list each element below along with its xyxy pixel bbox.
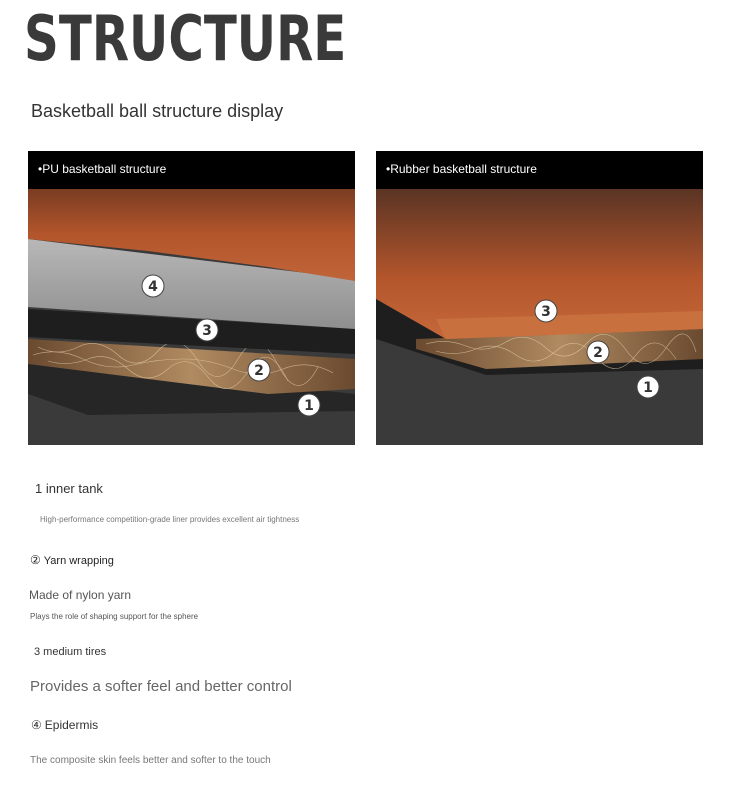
inner-tank-title: 1 inner tank <box>35 481 103 496</box>
svg-text:2: 2 <box>593 345 603 361</box>
rubber-badge-2 <box>587 341 609 363</box>
pu-badge-1 <box>298 394 320 416</box>
epidermis-title-text: Epidermis <box>44 718 99 732</box>
rubber-structure-panel <box>376 151 703 445</box>
svg-text:1: 1 <box>304 398 314 414</box>
svg-text:3: 3 <box>541 304 551 320</box>
pu-structure-panel <box>28 151 355 445</box>
pu-badge-3 <box>196 319 218 341</box>
rubber-badge-1 <box>637 376 659 398</box>
svg-text:3: 3 <box>202 323 212 339</box>
pu-panel-title: •PU basketball structure <box>28 151 355 189</box>
yarn-wrapping-title <box>30 553 114 567</box>
yarn-marker: ② <box>30 553 41 567</box>
pu-layers-illustration <box>28 189 355 445</box>
pu-badge-2 <box>248 359 270 381</box>
yarn-title-text: Yarn wrapping <box>43 555 114 567</box>
svg-text:1: 1 <box>643 380 653 396</box>
svg-text:4: 4 <box>148 279 158 295</box>
svg-text:2: 2 <box>254 363 264 379</box>
rubber-badge-3 <box>535 300 557 322</box>
yarn-material: Made of nylon yarn <box>29 588 132 602</box>
page-subtitle: Basketball ball structure display <box>31 101 284 121</box>
epidermis-description: The composite skin feels better and softer to the touch <box>30 755 271 766</box>
medium-tires-description: Provides a softer feel and better control <box>30 678 292 695</box>
medium-tires-title: 3 medium tires <box>34 646 107 658</box>
pu-badge-4 <box>142 275 164 297</box>
inner-tank-description: High-performance competition-grade liner provides excellent air tightness <box>40 515 300 524</box>
epidermis-title <box>31 718 98 732</box>
epidermis-marker: ④ <box>31 718 42 732</box>
rubber-panel-title: •Rubber basketball structure <box>376 151 703 189</box>
rubber-layers-illustration <box>376 189 703 445</box>
yarn-description: Plays the role of shaping support for the sphere <box>30 612 199 621</box>
page-heading: STRUCTURE <box>24 2 347 75</box>
